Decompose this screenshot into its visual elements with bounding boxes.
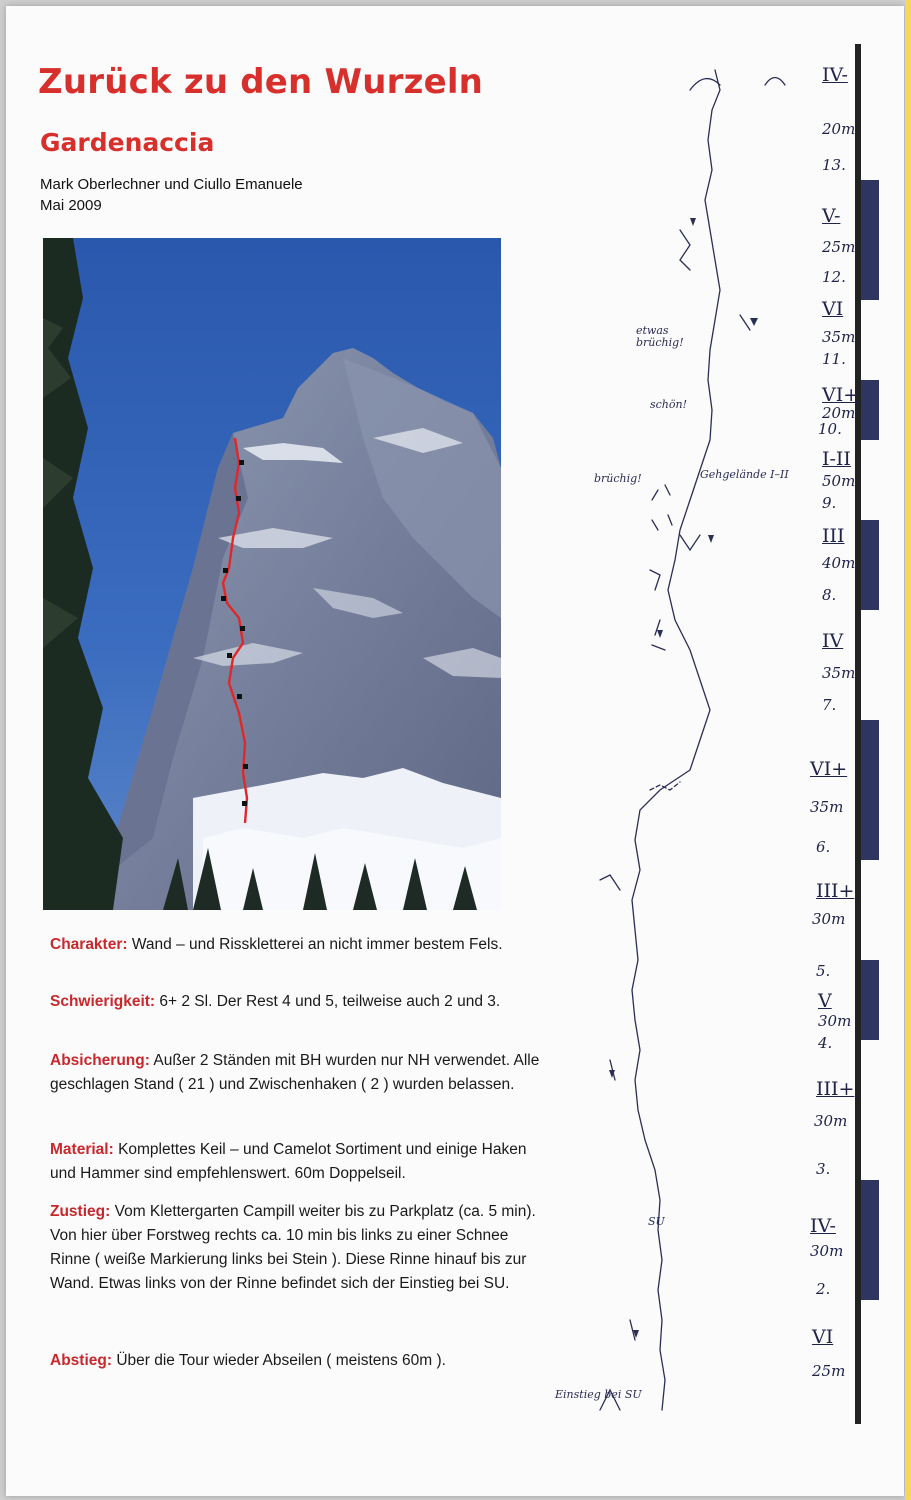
desc-label: Material:: [50, 1141, 114, 1158]
pitch-grade: III: [822, 525, 845, 547]
pitch-length: 30m: [814, 1112, 848, 1130]
pitch-number: 3.: [816, 1160, 831, 1178]
desc-text: Vom Klettergarten Campill weiter bis zu Parkplatz (ca. 5 min). Von hier über Forstweg rechts ca. 10 min bis links zu einer Schnee Rinne ( weiße Markierung links bei Stein ). Diese Rinne hinauf bis zur Wand. Etwas links von der Rinne befindet sich der Einstieg bei SU.: [50, 1203, 536, 1292]
pitch-length: 25m: [822, 238, 856, 256]
pitch-number: 13.: [822, 156, 846, 174]
topo-drawing: [540, 30, 820, 1450]
page-title: Zurück zu den Wurzeln: [38, 62, 484, 102]
mountain-photo: [43, 238, 501, 910]
pitch-grade: V: [818, 990, 832, 1012]
pitch-length: 25m: [812, 1362, 846, 1380]
desc-charakter: [50, 933, 548, 957]
authors: Mark Oberlechner und Ciullo Emanuele: [40, 176, 303, 193]
pitch-grade: IV-: [822, 64, 848, 86]
pitch-length: 20m: [822, 404, 856, 422]
note-gehgelaende: Gehgelände I–II: [700, 468, 789, 481]
page-subtitle: Gardenaccia: [40, 128, 215, 157]
pitch-grade: V-: [822, 205, 841, 227]
pitch-length: 30m: [812, 910, 846, 928]
pitch-number: 10.: [818, 420, 842, 438]
desc-label: Absicherung:: [50, 1052, 150, 1069]
desc-text: Außer 2 Ständen mit BH wurden nur NH verwendet. Alle geschlagen Stand ( 21 ) und Zwischenhaken ( 2 ) wurden belassen.: [50, 1052, 540, 1093]
desc-label: Abstieg:: [50, 1352, 112, 1369]
pitch-length: 50m: [822, 472, 856, 490]
desc-label: Charakter:: [50, 936, 128, 953]
scale-bar: [855, 44, 861, 1424]
desc-text: 6+ 2 Sl. Der Rest 4 und 5, teilweise auch 2 und 3.: [159, 993, 501, 1010]
desc-material: [50, 1138, 548, 1186]
pitch-length: 30m: [818, 1012, 852, 1030]
pitch-grade: VI+: [822, 384, 860, 406]
pitch-length: 40m: [822, 554, 856, 572]
pitch-grade: III+: [816, 1078, 855, 1100]
pitch-number: 8.: [822, 586, 837, 604]
pitch-grade: VI: [822, 298, 844, 320]
pitch-grade: VI: [812, 1326, 834, 1348]
desc-zustieg: [50, 1200, 548, 1296]
desc-label: Zustieg:: [50, 1203, 111, 1220]
pitch-grade: IV-: [810, 1215, 836, 1237]
page-edge: [905, 0, 911, 1500]
note-bruechig: brüchig!: [594, 472, 642, 485]
desc-text: Wand – und Risskletterei an nicht immer bestem Fels.: [131, 936, 503, 953]
pitch-number: 5.: [816, 962, 831, 980]
desc-abstieg: [50, 1349, 548, 1373]
desc-text: Komplettes Keil – und Camelot Sortiment und einige Haken und Hammer sind empfehlenswert. 60m Doppelseil.: [50, 1141, 527, 1182]
pitch-length: 35m: [822, 664, 856, 682]
pitch-length: 20m: [822, 120, 856, 138]
note-etwas-bruechig: etwas brüchig!: [636, 324, 684, 349]
pitch-grade: III+: [816, 880, 855, 902]
pitch-number: 2.: [816, 1280, 831, 1298]
pitch-grade: VI+: [810, 758, 848, 780]
date: Mai 2009: [40, 197, 102, 214]
pitch-number: 6.: [816, 838, 831, 856]
pitch-grade: IV: [822, 630, 844, 652]
note-einstieg: Einstieg bei SU: [555, 1388, 642, 1401]
desc-text: Über die Tour wieder Abseilen ( meistens 60m ).: [116, 1352, 446, 1369]
desc-label: Schwierigkeit:: [50, 993, 156, 1010]
desc-schwierigkeit: [50, 990, 548, 1014]
desc-absicherung: [50, 1049, 548, 1097]
pitch-length: 35m: [810, 798, 844, 816]
pitch-length: 35m: [822, 328, 856, 346]
pitch-number: 4.: [818, 1034, 833, 1052]
pitch-number: 9.: [822, 494, 837, 512]
note-schoen: schön!: [650, 398, 688, 411]
pitch-length: 30m: [810, 1242, 844, 1260]
pitch-grade: I-II: [822, 448, 851, 470]
pitch-number: 11.: [822, 350, 846, 368]
pitch-number: 7.: [822, 696, 837, 714]
pitch-number: 12.: [822, 268, 846, 286]
note-su: SU: [648, 1215, 665, 1228]
